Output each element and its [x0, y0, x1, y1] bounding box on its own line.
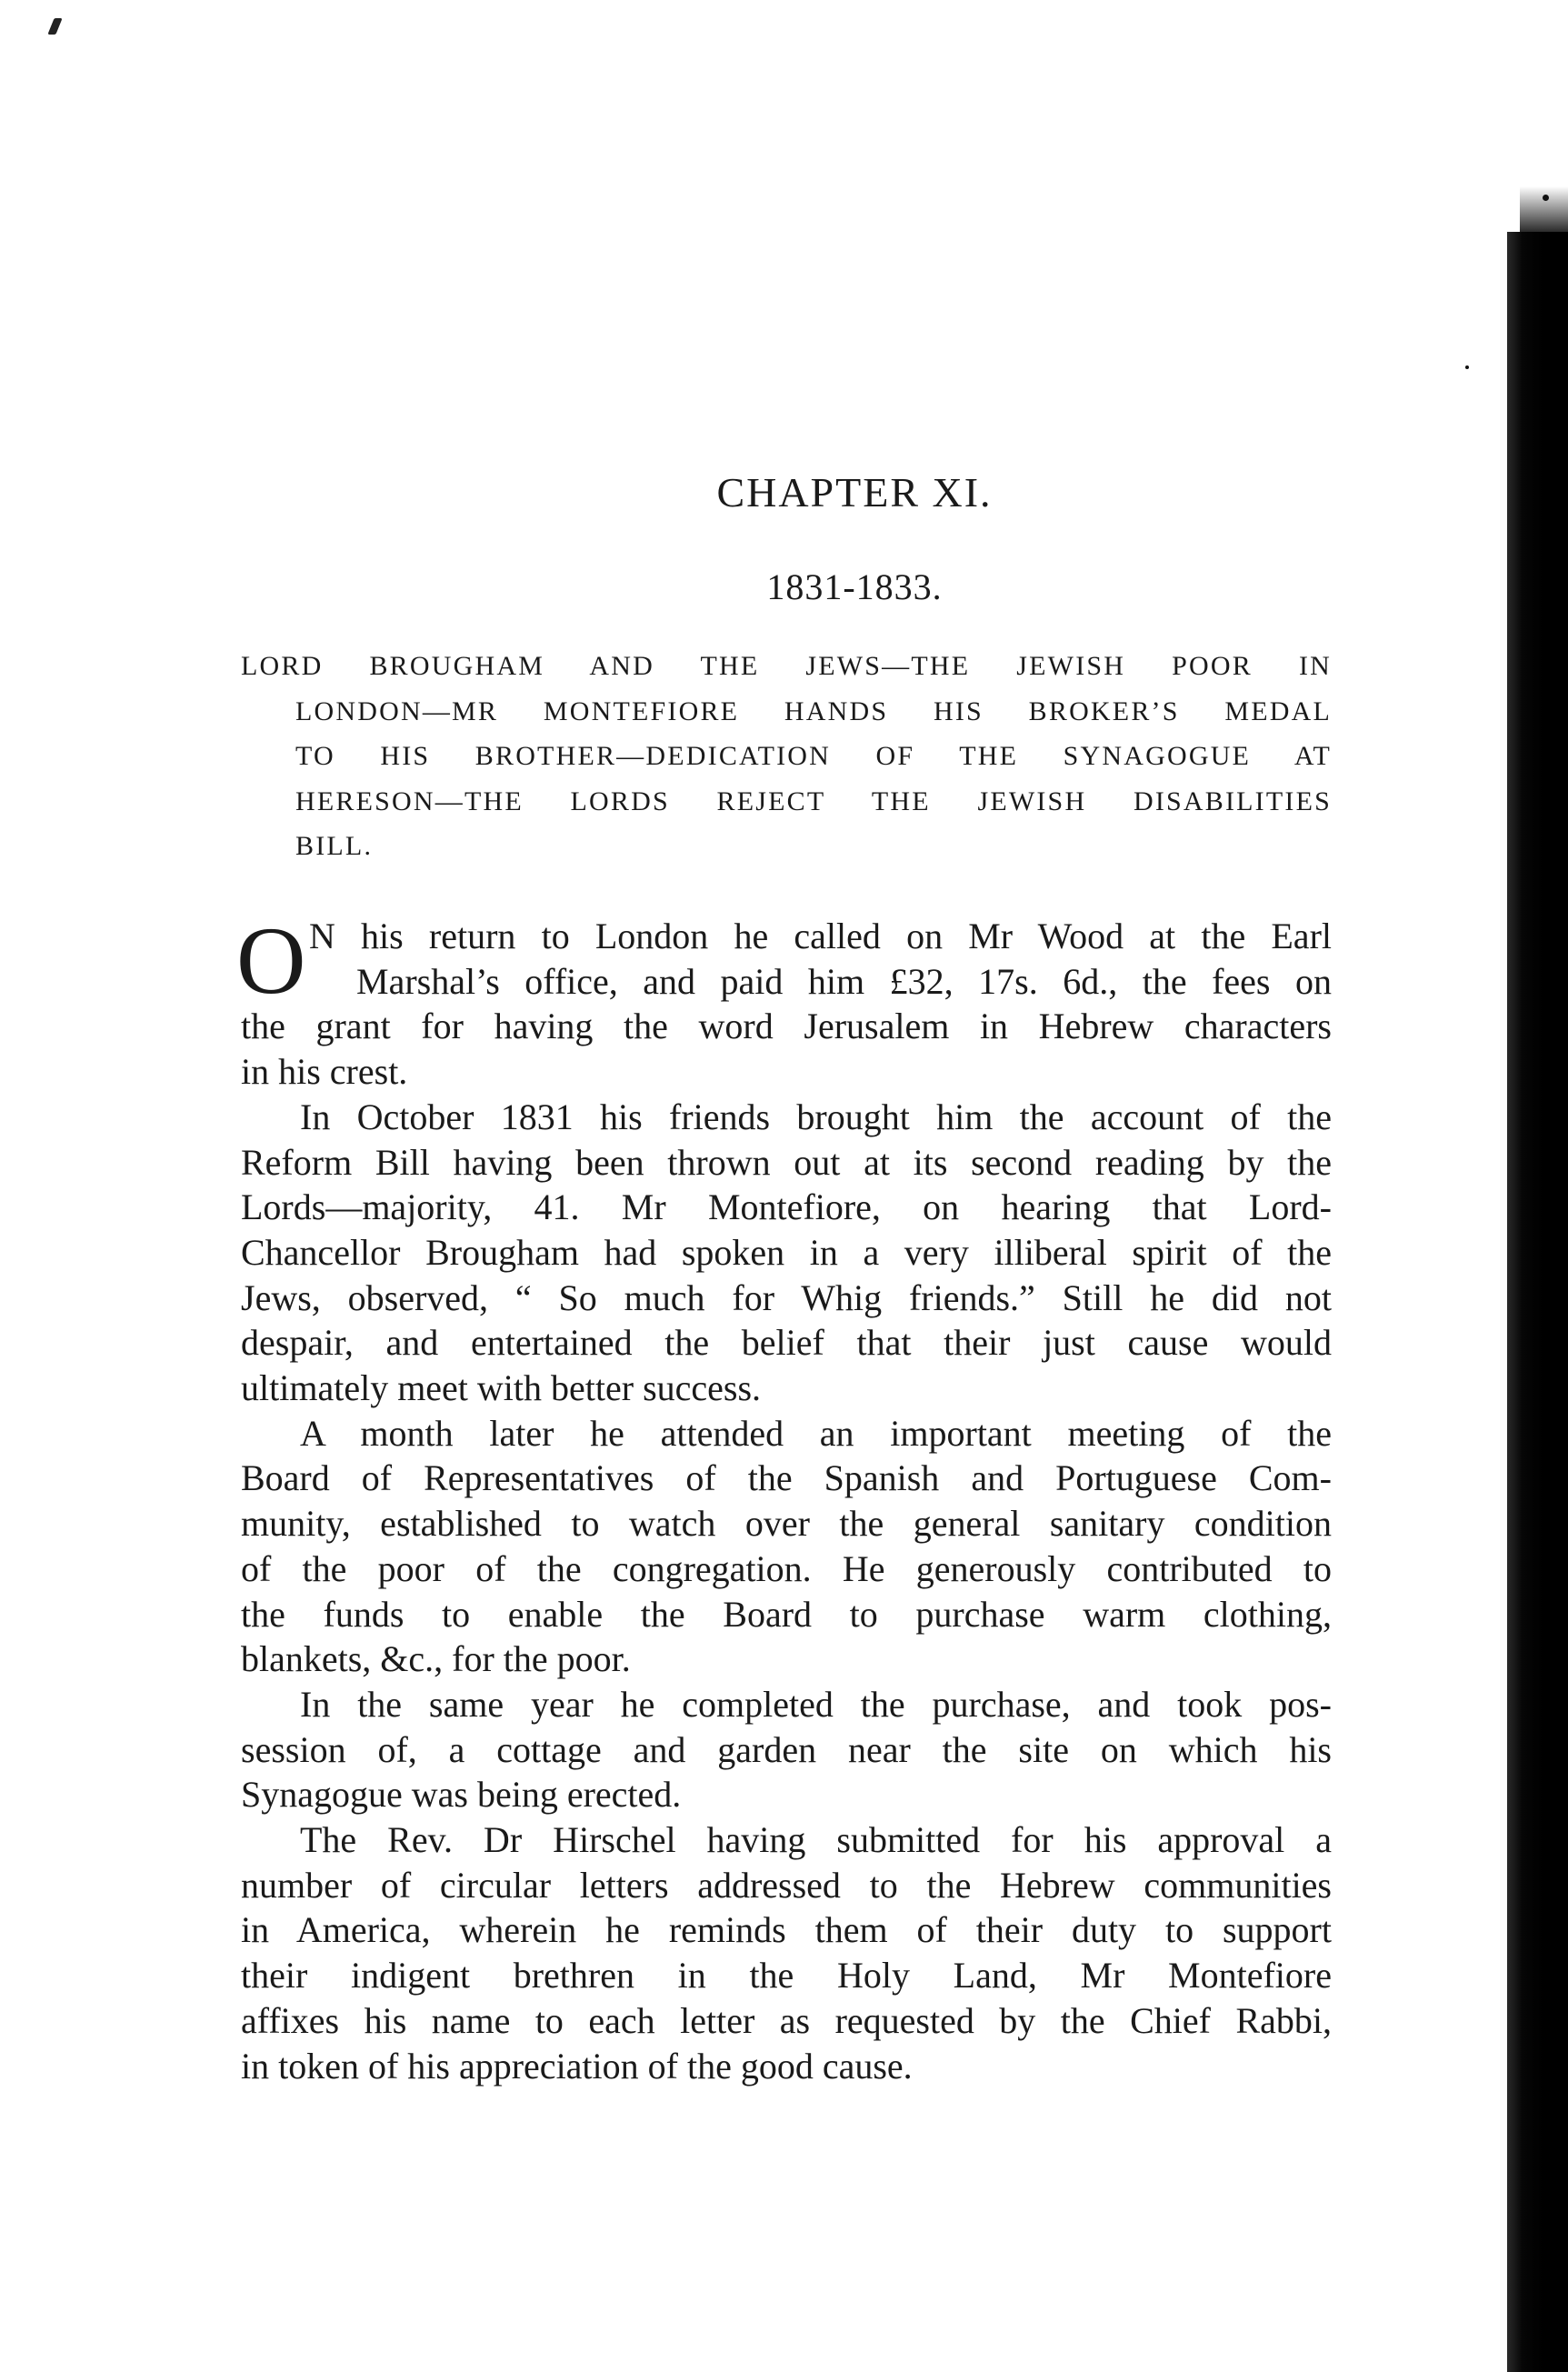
text-line: blankets, &c., for the poor. [241, 1638, 631, 1680]
text-line: Jews, observed, “ So much for Whig friends.” Still he did not [241, 1276, 1332, 1318]
text-line: in America, wherein he reminds them of their duty to support [241, 1909, 1332, 1951]
text-line: their indigent brethren in the Holy Land, Mr Montefiore [241, 1955, 1332, 1997]
synopsis-line: LONDON—MR MONTEFIORE HANDS HIS BROKER’S MEDAL [295, 696, 1332, 726]
text-line: affixes his name to each letter as requested by the Chief Rabbi, [241, 1999, 1332, 2041]
text-line: N his return to London he called on Mr Wood at the Earl [309, 916, 1332, 956]
text-line: the grant for having the word Jerusalem in Hebrew characters [241, 1006, 1332, 1047]
text-line: munity, established to watch over the general sanitary condition [241, 1503, 1332, 1545]
text-line: Board of Representatives of the Spanish and Portuguese Com- [241, 1457, 1332, 1499]
chapter-synopsis [241, 644, 1332, 869]
scan-edge-shadow [1507, 232, 1568, 2372]
text-line: The Rev. Dr Hirschel having submitted for his approval a [300, 1819, 1332, 1861]
paragraph-2 [241, 1095, 1332, 1411]
synopsis-line: HERESON—THE LORDS REJECT THE JEWISH DISABILITIES [295, 786, 1332, 816]
text-line: Chancellor Brougham had spoken in a very illiberal spirit of the [241, 1231, 1332, 1273]
stray-ink-mark [47, 18, 62, 35]
text-line: Reform Bill having been thrown out at its second reading by the [241, 1141, 1332, 1183]
paragraph-3 [241, 1411, 1332, 1682]
text-line: the funds to enable the Board to purchase warm clothing, [241, 1593, 1332, 1635]
synopsis-line: BILL. [295, 831, 374, 861]
text-line: ultimately meet with better success. [241, 1367, 762, 1409]
text-line: session of, a cottage and garden near the site on which his [241, 1728, 1332, 1770]
text-line: In October 1831 his friends brought him the account of the [300, 1096, 1332, 1137]
text-line: of the poor of the congregation. He generously contributed to [241, 1547, 1332, 1589]
paragraph-5 [241, 1817, 1332, 2088]
chapter-title: CHAPTER XI. [716, 469, 993, 515]
text-line: in his crest. [241, 1051, 408, 1093]
text-line: In the same year he completed the purchase, and took pos- [300, 1683, 1332, 1725]
paragraph-4 [241, 1682, 1332, 1817]
synopsis-line: TO HIS BROTHER—DEDICATION OF THE SYNAGOGUE AT [295, 741, 1332, 771]
text-line: Marshal’s office, and paid him £32, 17s. 6d., the fees on [356, 960, 1332, 1002]
scan-speck [1543, 195, 1549, 201]
chapter-body [236, 907, 1332, 2088]
chapter-years: 1831-1833. [766, 566, 943, 607]
scan-speck [1465, 365, 1469, 369]
text-line: in token of his appreciation of the good cause. [241, 2045, 913, 2087]
drop-cap: O [236, 907, 306, 1014]
text-line: number of circular letters addressed to the Hebrew communities [241, 1864, 1332, 1906]
paragraph-1 [236, 907, 1332, 1095]
text-line: A month later he attended an important meeting of the [300, 1412, 1332, 1454]
text-line: Synagogue was being erected. [241, 1774, 682, 1816]
text-line: Lords—majority, 41. Mr Montefiore, on hearing that Lord- [241, 1186, 1332, 1228]
synopsis-line: LORD BROUGHAM AND THE JEWS—THE JEWISH POOR IN [241, 651, 1332, 681]
text-line: despair, and entertained the belief that their just cause would [241, 1322, 1332, 1364]
